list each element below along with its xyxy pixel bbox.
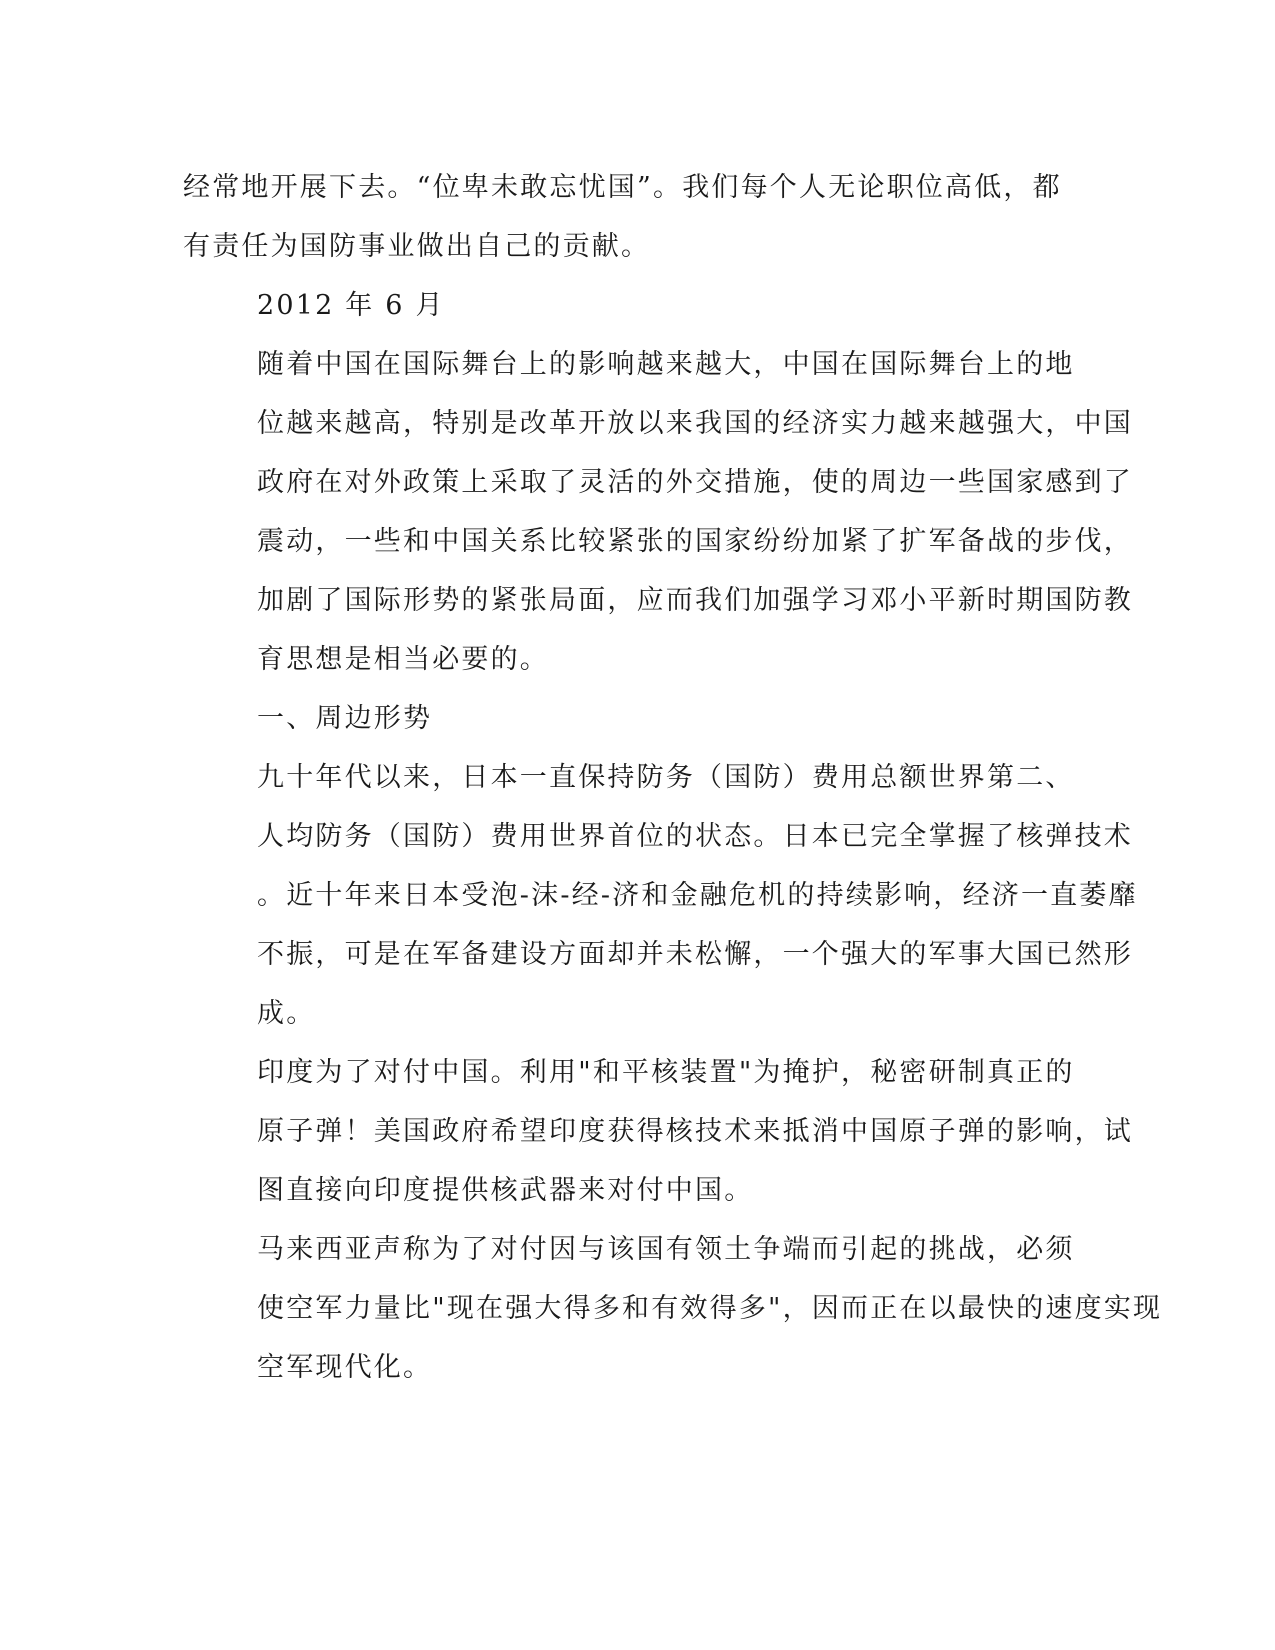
text-line: 。近十年来日本受泡-沫-经-济和金融危机的持续影响，经济一直萎靡 bbox=[257, 880, 1138, 911]
text-line: 育思想是相当必要的。 bbox=[257, 644, 549, 675]
text-line: 成。 bbox=[257, 998, 316, 1029]
text-line: 政府在对外政策上采取了灵活的外交措施，使的周边一些国家感到了 bbox=[257, 467, 1133, 498]
paragraph-malaysia bbox=[183, 1220, 1163, 1397]
text-line: 空军现代化。 bbox=[257, 1352, 433, 1383]
text-line: 随着中国在国际舞台上的影响越来越大，中国在国际舞台上的地 bbox=[257, 349, 1075, 380]
document-body bbox=[183, 158, 1163, 1397]
heading-line: 一、周边形势 bbox=[257, 703, 433, 734]
text-line: 图直接向印度提供核武器来对付中国。 bbox=[257, 1175, 754, 1206]
paragraph-india bbox=[183, 1043, 1133, 1220]
text-line: 加剧了国际形势的紧张局面，应而我们加强学习邓小平新时期国防教 bbox=[257, 585, 1133, 616]
text-line: 马来西亚声称为了对付因与该国有领土争端而引起的挑战，必须 bbox=[257, 1234, 1075, 1265]
paragraph-introduction bbox=[183, 335, 1133, 689]
text-line: 原子弹！美国政府希望印度获得核技术来抵消中国原子弹的影响，试 bbox=[257, 1116, 1133, 1147]
text-line: 有责任为国防事业做出自己的贡献。 bbox=[183, 231, 651, 262]
text-line: 不振，可是在军备建设方面却并未松懈，一个强大的军事大国已然形 bbox=[257, 939, 1133, 970]
paragraph-date bbox=[183, 276, 1053, 335]
text-line: 印度为了对付中国。利用"和平核装置"为掩护，秘密研制真正的 bbox=[257, 1057, 1075, 1088]
text-line: 位越来越高，特别是改革开放以来我国的经济实力越来越强大，中国 bbox=[257, 408, 1133, 439]
text-line: 九十年代以来，日本一直保持防务（国防）费用总额世界第二、 bbox=[257, 762, 1075, 793]
text-line: 震动，一些和中国关系比较紧张的国家纷纷加紧了扩军备战的步伐， bbox=[257, 526, 1133, 557]
text-line: 使空军力量比"现在强大得多和有效得多"，因而正在以最快的速度实现 bbox=[257, 1293, 1163, 1324]
text-line: 经常地开展下去。“位卑未敢忘忧国”。我们每个人无论职位高低，都 bbox=[183, 172, 1062, 203]
text-line: 人均防务（国防）费用世界首位的状态。日本已完全掌握了核弹技术 bbox=[257, 821, 1133, 852]
paragraph-japan bbox=[183, 748, 1138, 1043]
date-line: 2012 年 6 月 bbox=[257, 290, 445, 321]
paragraph-closing-remark bbox=[183, 158, 1062, 276]
section-heading bbox=[183, 689, 1053, 748]
